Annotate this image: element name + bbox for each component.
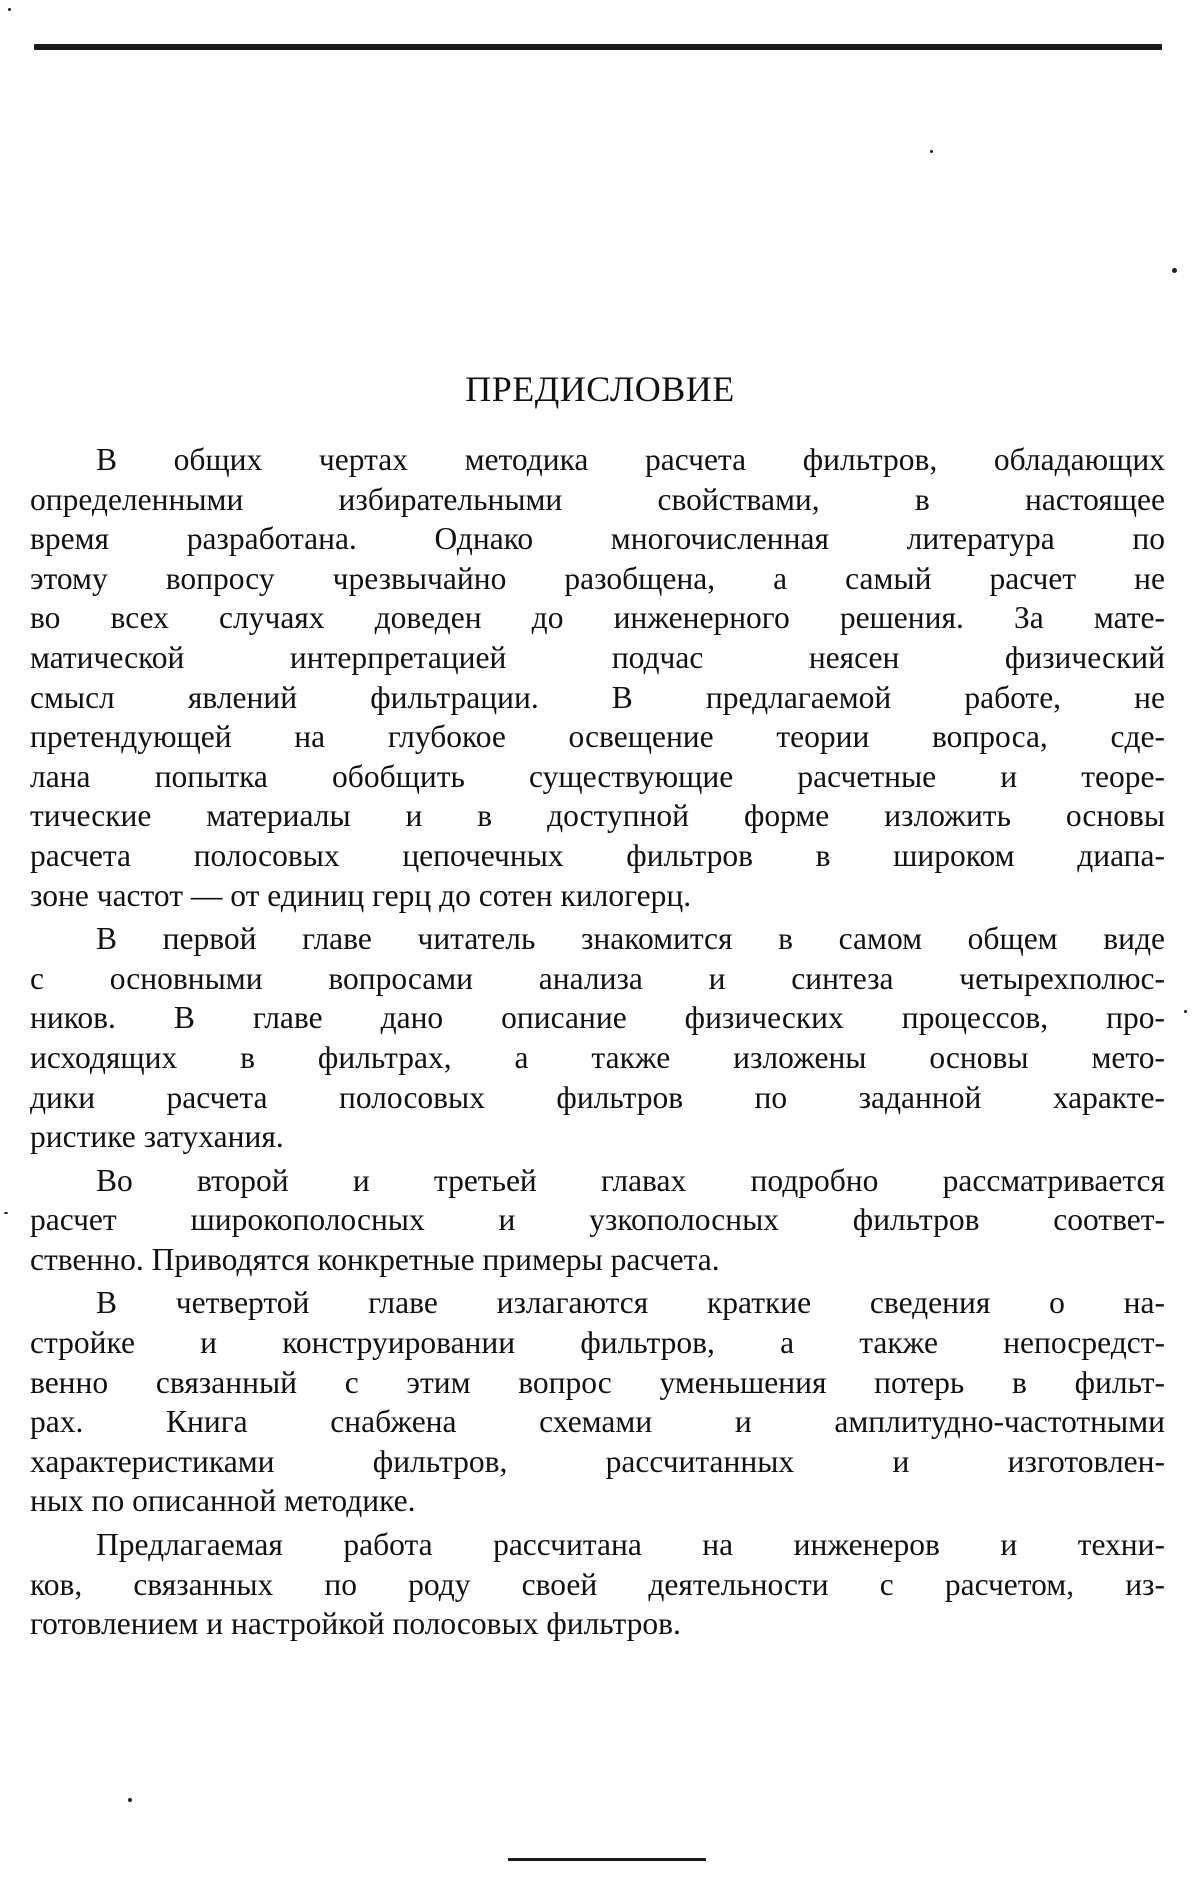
top-rule (34, 44, 1162, 50)
text-line: ристике затухания. (30, 1119, 284, 1155)
text-line: расчет широкополосных и узкополосных фильтров соответ- (30, 1202, 1165, 1238)
scan-speck (128, 1798, 132, 1802)
paragraph-4 (30, 1283, 1165, 1521)
text-line: матической интерпретацией подчас неясен физический (30, 639, 1165, 675)
text-line: характеристиками фильтров, рассчитанных и изготовлен- (30, 1443, 1165, 1479)
text-line: во всех случаях доведен до инженерного решения. За мате- (30, 600, 1165, 636)
paragraph-2 (30, 919, 1165, 1157)
text-line: В четвертой главе излагаются краткие сведения о на- (96, 1285, 1165, 1321)
preface-text (30, 440, 1165, 1644)
text-line: венно связанный с этим вопрос уменьшения потерь в фильт- (30, 1364, 1165, 1400)
text-line: Во второй и третьей главах подробно рассматривается (96, 1162, 1165, 1198)
text-line: определенными избирательными свойствами, в настоящее (30, 481, 1165, 517)
paragraph-5 (30, 1525, 1165, 1644)
scan-speck (8, 8, 11, 11)
text-line: исходящих в фильтрах, а также изложены основы мето- (30, 1039, 1165, 1075)
text-line: дики расчета полосовых фильтров по заданной характе- (30, 1079, 1165, 1115)
text-line: В первой главе читатель знакомится в самом общем виде (96, 921, 1165, 957)
paragraph-3 (30, 1161, 1165, 1280)
paragraph-1 (30, 440, 1165, 915)
text-line: ных по описанной методике. (30, 1483, 416, 1519)
text-line: готовлением и настройкой полосовых фильтров. (30, 1606, 681, 1642)
text-line: лана попытка обобщить существующие расчетные и теоре- (30, 758, 1165, 794)
text-line: ков, связанных по роду своей деятельности с расчетом, из- (30, 1566, 1165, 1602)
scan-speck (1172, 268, 1177, 273)
text-line: Предлагаемая работа рассчитана на инженеров и техни- (96, 1527, 1165, 1563)
text-line: зоне частот — от единиц герц до сотен килогерц. (30, 877, 692, 913)
scan-speck (4, 1212, 8, 1214)
text-line: стройке и конструировании фильтров, а также непосредст- (30, 1325, 1165, 1361)
text-line: расчета полосовых цепочечных фильтров в широком диапа- (30, 837, 1165, 873)
text-line: ственно. Приводятся конкретные примеры расчета. (30, 1241, 720, 1277)
text-line: этому вопросу чрезвычайно разобщена, а самый расчет не (30, 560, 1165, 596)
text-line: ников. В главе дано описание физических процессов, про- (30, 1000, 1165, 1036)
page-title: ПРЕДИСЛОВИЕ (465, 369, 735, 409)
scan-speck (1184, 1010, 1187, 1013)
text-line: смысл явлений фильтрации. В предлагаемой работе, не (30, 679, 1165, 715)
bottom-rule (508, 1858, 706, 1861)
text-line: рах. Книга снабжена схемами и амплитудно-частотными (30, 1404, 1165, 1440)
text-line: претендующей на глубокое освещение теории вопроса, сде- (30, 719, 1165, 755)
text-line: В общих чертах методика расчета фильтров, обладающих (96, 442, 1165, 477)
text-line: тические материалы и в доступной форме изложить основы (30, 798, 1165, 834)
scan-speck (930, 150, 933, 153)
text-line: время разработана. Однако многочисленная литература по (30, 521, 1165, 557)
text-line: с основными вопросами анализа и синтеза четырехполюс- (30, 960, 1165, 996)
